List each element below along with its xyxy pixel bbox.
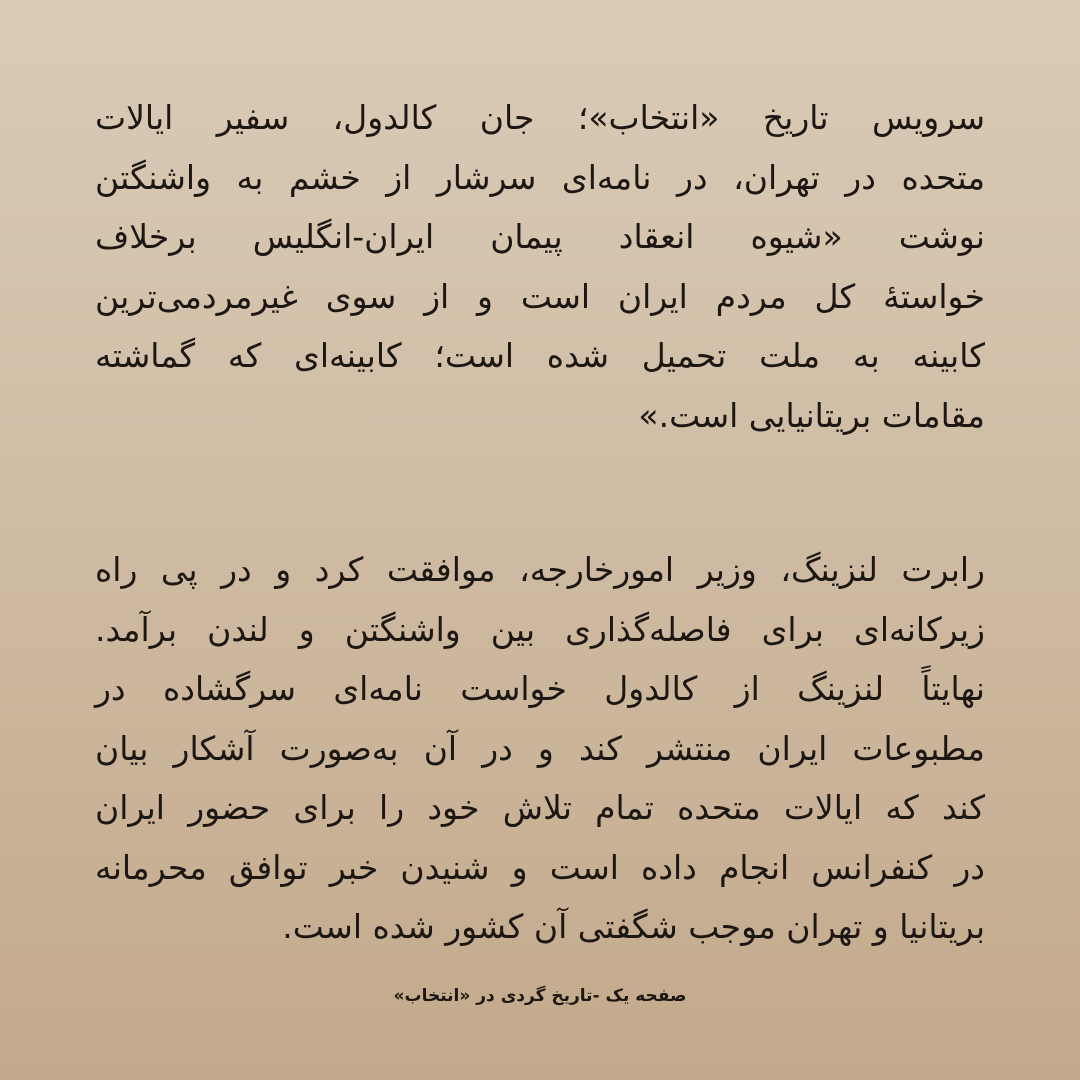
paragraph-1 — [95, 88, 985, 445]
text-line: کند که ایالات متحده تمام تلاش خود را برای حضور ایران — [95, 788, 985, 827]
text-line: بریتانیا و تهران موجب شگفتی آن کشور شده است. — [282, 907, 985, 946]
text-line: سرویس تاریخ «انتخاب»؛ جان کالدول، سفیر ایالات — [95, 98, 985, 137]
text-line: کابینه به ملت تحمیل شده است؛ کابینه‌ای که گماشته — [95, 336, 985, 375]
footer-caption: صفحه یک -تاریخ گردی در «انتخاب» — [393, 986, 687, 1006]
text-line: نوشت «شیوه انعقاد پیمان ایران-انگلیس برخلاف — [95, 217, 985, 256]
paragraph-2 — [95, 540, 985, 957]
text-line: رابرت لنزینگ، وزیر امورخارجه، موافقت کرد و در پی راه — [95, 550, 985, 589]
text-line: متحده در تهران، در نامه‌ای سرشار از خشم به واشنگتن — [95, 157, 985, 197]
text-line: مقامات بریتانیایی است.» — [638, 395, 985, 435]
text-line: خواستهٔ کل مردم ایران است و از سوی غیرمردمی‌ترین — [95, 276, 985, 316]
text-line: نهایتاً لنزینگ از کالدول خواست نامه‌ای سرگشاده در — [95, 669, 985, 708]
text-line: مطبوعات ایران منتشر کند و در آن به‌صورت آشکار بیان — [95, 728, 985, 768]
article-body — [95, 88, 985, 957]
text-line: در کنفرانس انجام داده است و شنیدن خبر توافق محرمانه — [95, 847, 985, 887]
text-line: زیرکانه‌ای برای فاصله‌گذاری بین واشنگتن و لندن برآمد. — [95, 609, 985, 649]
